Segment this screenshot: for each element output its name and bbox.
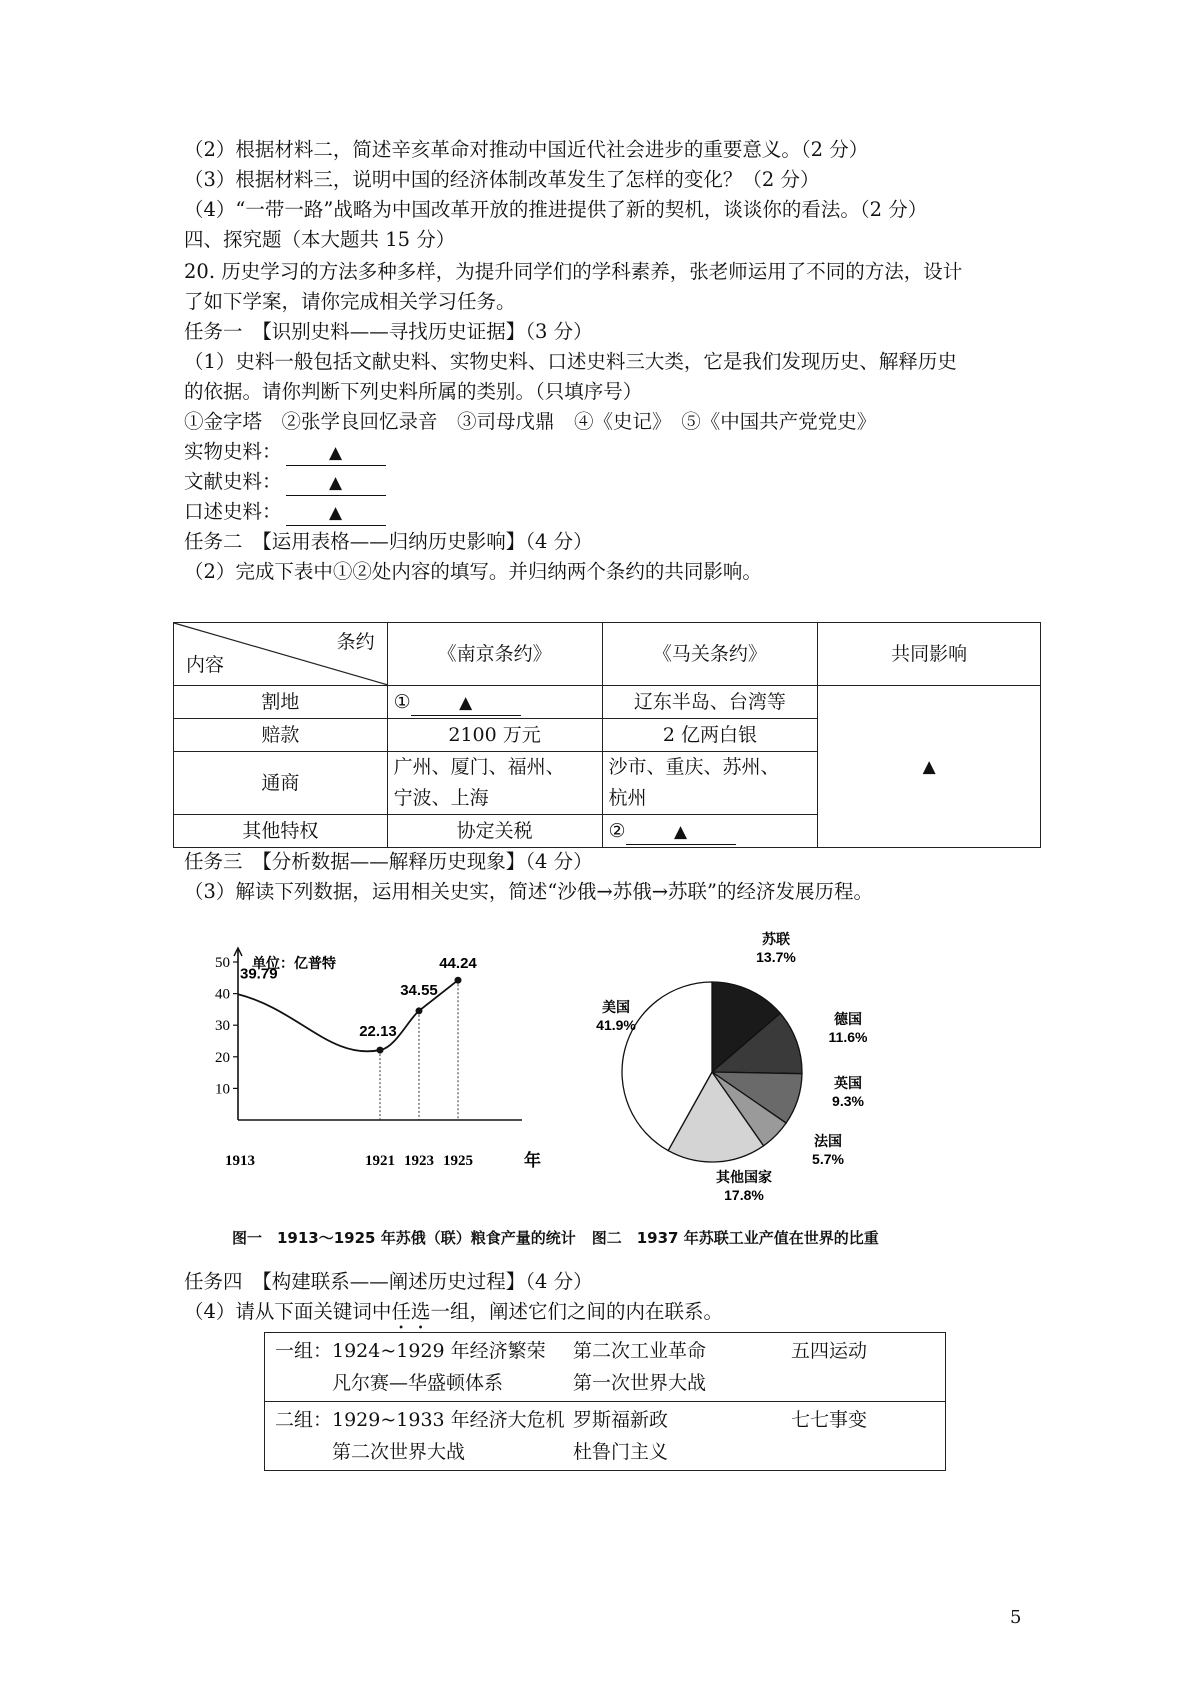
answer-blank[interactable] xyxy=(286,500,386,526)
x-tick-label: 1921 xyxy=(365,1153,395,1169)
triangle-mark: ▲ xyxy=(328,443,343,463)
table-cell xyxy=(602,752,818,815)
keyword: 七七事变 xyxy=(791,1409,868,1431)
y-tick-label: 10 xyxy=(215,1081,230,1098)
grain-output-chart xyxy=(215,940,562,1180)
keyword: 二组：1929~1933 年经济大危机 xyxy=(275,1409,565,1431)
slice-name-label: 美国 xyxy=(602,999,630,1015)
x-tick-label: 1925 xyxy=(443,1153,473,1169)
page-number: 5 xyxy=(1010,1607,1022,1628)
header-content: 内容 xyxy=(186,654,225,676)
keyword-cell xyxy=(265,1402,946,1471)
slice-name-label: 德国 xyxy=(834,1011,862,1027)
task4-title: 任务四 【构建联系——阐述历史过程】（4 分） xyxy=(184,1270,593,1293)
q20-intro-1: 20. 历史学习的方法多种多样，为提升同学们的学科素养，张老师运用了不同的方法，设计 xyxy=(184,260,963,283)
slice-value-label: 17.8% xyxy=(724,1187,764,1203)
question-4: （4）“一带一路”战略为中国改革开放的推进提供了新的契机，谈谈你的看法。（2 分） xyxy=(184,198,928,221)
row-label: 通商 xyxy=(174,752,388,815)
slice-value-label: 11.6% xyxy=(828,1029,868,1045)
keyword: 杜鲁门主义 xyxy=(573,1441,669,1463)
unit-label: 单位：亿普特 xyxy=(252,956,336,972)
blank-physical xyxy=(184,436,386,468)
table-row xyxy=(174,686,1041,719)
answer-blank[interactable] xyxy=(286,470,386,496)
answer-blank[interactable] xyxy=(411,690,521,716)
table-cell: 协定关税 xyxy=(387,815,602,848)
diagonal-header-cell xyxy=(174,623,388,686)
x-axis-suffix: 年 xyxy=(524,1151,541,1171)
slice-value-label: 13.7% xyxy=(756,949,796,965)
triangle-mark: ▲ xyxy=(459,692,473,713)
task3-title: 任务三 【分析数据——解释历史现象】（4 分） xyxy=(184,850,593,873)
slice-name-label: 其他国家 xyxy=(716,1169,772,1185)
keyword-table xyxy=(264,1332,946,1471)
data-label: 39.79 xyxy=(240,965,278,983)
blank-oral xyxy=(184,496,386,528)
row-label: 其他特权 xyxy=(174,815,388,848)
slice-value-label: 5.7% xyxy=(812,1151,844,1167)
header-treaty: 条约 xyxy=(336,631,375,653)
cell-line: 宁波、上海 xyxy=(393,787,489,809)
circled-number: ① xyxy=(393,690,411,713)
blank-cell-2 xyxy=(602,815,818,848)
q20-intro-2: 了如下学案，请你完成相关学习任务。 xyxy=(184,290,516,313)
data-label: 22.13 xyxy=(359,1023,397,1041)
triangle-mark: ▲ xyxy=(328,503,343,523)
task1-title: 任务一 【识别史料——寻找历史证据】（3 分） xyxy=(184,320,593,343)
table-cell xyxy=(387,752,602,815)
y-tick-label: 40 xyxy=(215,986,230,1003)
cell-line: 杭州 xyxy=(608,787,647,809)
caption-1: 图一 1913～1925 年苏俄（联）粮食产量的统计 xyxy=(232,1229,576,1247)
keyword: 第二次世界大战 xyxy=(275,1441,466,1463)
triangle-mark: ▲ xyxy=(328,473,343,493)
slice-name-label: 苏联 xyxy=(762,931,790,947)
answer-blank[interactable] xyxy=(626,819,736,845)
blank-label: 实物史料： xyxy=(184,440,282,463)
table-header-row xyxy=(174,623,1041,686)
slice-name-label: 法国 xyxy=(814,1133,842,1149)
treaty-table xyxy=(173,622,1041,848)
blank-label: 文献史料： xyxy=(184,470,282,493)
slice-name-label: 英国 xyxy=(834,1075,862,1091)
header-nanjing: 《南京条约》 xyxy=(387,623,602,686)
blank-document xyxy=(184,466,386,498)
question-2: （2）根据材料二，简述辛亥革命对推动中国近代社会进步的重要意义。（2 分） xyxy=(184,138,869,161)
data-point xyxy=(377,1047,384,1054)
row-label: 割地 xyxy=(174,686,388,719)
triangle-mark: ▲ xyxy=(922,756,936,777)
question-text: （4）请从下面关键词中 xyxy=(184,1300,392,1323)
caption-2: 图二 1937 年苏联工业产值在世界的比重 xyxy=(591,1229,879,1247)
keyword: 第一次世界大战 xyxy=(573,1372,707,1394)
keyword-group-2 xyxy=(265,1402,946,1471)
question-text: 一组，阐述它们之间的内在联系。 xyxy=(430,1300,723,1323)
table-cell: 2100 万元 xyxy=(387,719,602,752)
task2-title: 任务二 【运用表格——归纳历史影响】（4 分） xyxy=(184,530,593,553)
task1-options: ①金字塔 ②张学良回忆录音 ③司母戊鼎 ④《史记》 ⑤《中国共产党党史》 xyxy=(184,410,877,433)
keyword: 一组：1924~1929 年经济繁荣 xyxy=(275,1340,546,1362)
data-point xyxy=(455,977,462,984)
header-common: 共同影响 xyxy=(818,623,1041,686)
y-tick-label: 50 xyxy=(215,955,230,971)
slice-value-label: 9.3% xyxy=(832,1093,864,1109)
data-label: 44.24 xyxy=(439,955,477,973)
triangle-mark: ▲ xyxy=(674,821,688,842)
slice-value-label: 41.9% xyxy=(596,1017,636,1033)
table-cell: 2 亿两白银 xyxy=(602,719,818,752)
task1-question-2: 的依据。请你判断下列史料所属的类别。（只填序号） xyxy=(184,380,643,403)
x-tick-label: 1923 xyxy=(404,1153,434,1169)
emphasis-text: 任选 xyxy=(391,1300,431,1323)
industry-share-chart xyxy=(596,920,936,1220)
y-tick-label: 30 xyxy=(215,1018,230,1035)
blank-cell-1 xyxy=(387,686,602,719)
circled-number: ② xyxy=(608,819,626,842)
task2-question: （2）完成下表中①②处内容的填写。并归纳两个条约的共同影响。 xyxy=(184,560,762,583)
task4-question xyxy=(184,1296,723,1334)
chart-captions xyxy=(232,1222,879,1254)
keyword: 罗斯福新政 xyxy=(573,1409,669,1431)
answer-blank[interactable] xyxy=(286,440,386,466)
task1-question-1: （1）史料一般包括文献史料、实物史料、口述史料三大类，它是我们发现历史、解释历史 xyxy=(184,350,957,373)
blank-label: 口述史料： xyxy=(184,500,282,523)
data-label: 34.55 xyxy=(400,981,438,999)
cell-line: 沙市、重庆、苏州、 xyxy=(608,756,780,778)
row-label: 赔款 xyxy=(174,719,388,752)
question-3: （3）根据材料三，说明中国的经济体制改革发生了怎样的变化？（2 分） xyxy=(184,168,820,191)
table-cell: 辽东半岛、台湾等 xyxy=(602,686,818,719)
task3-question: （3）解读下列数据，运用相关史实，简述“沙俄→苏俄→苏联”的经济发展历程。 xyxy=(184,880,874,903)
x-tick-label: 1913 xyxy=(225,1153,255,1169)
keyword: 第二次工业革命 xyxy=(573,1340,707,1362)
common-effect-cell[interactable] xyxy=(818,686,1041,848)
cell-line: 广州、厦门、福州、 xyxy=(393,756,565,778)
keyword: 五四运动 xyxy=(791,1340,868,1362)
keyword-group-1 xyxy=(265,1333,946,1402)
keyword: 凡尔赛—华盛顿体系 xyxy=(275,1372,504,1394)
data-point xyxy=(416,1007,423,1014)
y-tick-label: 20 xyxy=(215,1049,230,1066)
keyword-cell xyxy=(265,1333,946,1402)
section-title: 四、探究题（本大题共 15 分） xyxy=(184,228,456,251)
header-maguan: 《马关条约》 xyxy=(602,623,818,686)
